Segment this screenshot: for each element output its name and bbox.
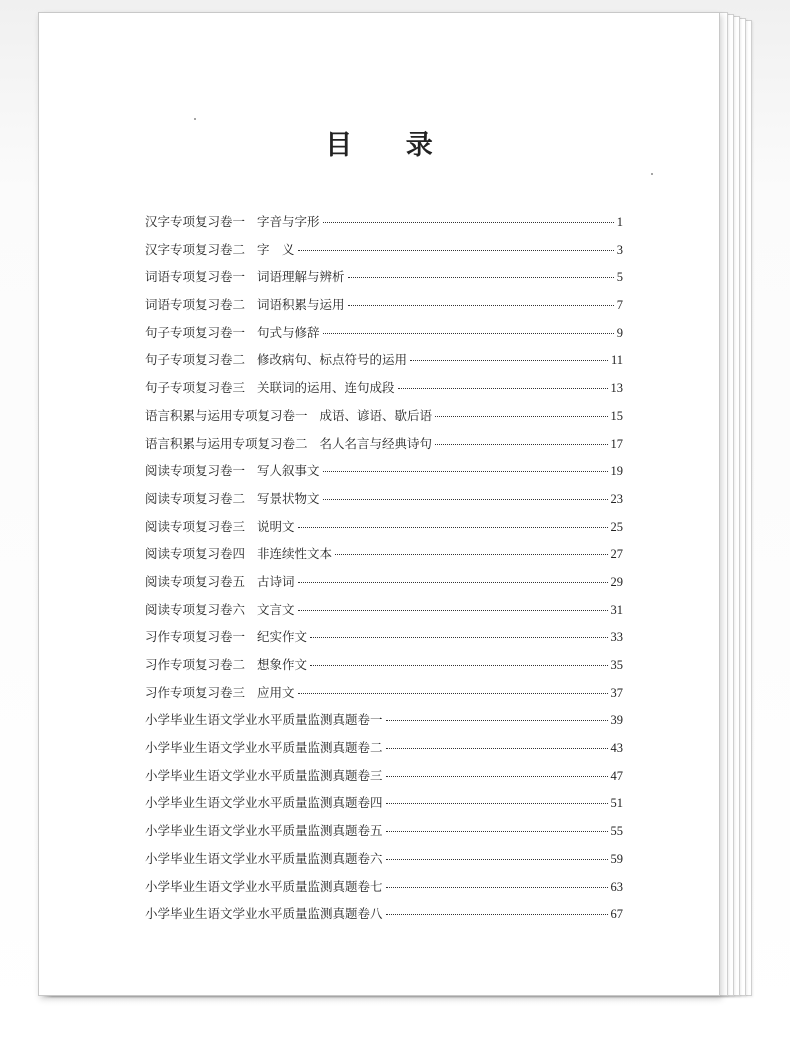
toc-dot-leader	[435, 416, 607, 417]
toc-topic: 名人名言与经典诗句	[319, 435, 433, 451]
toc-entry[interactable]	[145, 655, 623, 683]
toc-page-number: 5	[616, 270, 623, 285]
toc-entry[interactable]	[145, 350, 623, 378]
toc-section-name: 句子专项复习卷一	[145, 324, 246, 340]
toc-entry-label	[145, 710, 383, 728]
toc-page-number: 17	[610, 436, 623, 451]
table-of-contents	[145, 212, 623, 932]
toc-page-number: 51	[610, 796, 623, 811]
toc-entry-label	[145, 849, 383, 867]
toc-entry[interactable]	[145, 627, 623, 655]
toc-topic: 成语、谚语、歇后语	[319, 407, 433, 423]
toc-topic: 想象作文	[257, 657, 308, 672]
toc-entry-label	[145, 544, 332, 562]
toc-entry[interactable]	[145, 489, 623, 517]
toc-section-name: 小学毕业生语文学业水平质量监测真题卷四	[145, 795, 383, 811]
toc-dot-leader	[348, 277, 614, 278]
toc-page-number: 59	[610, 851, 623, 866]
toc-dot-leader	[348, 305, 614, 306]
toc-entry-label	[145, 267, 345, 285]
toc-entry[interactable]	[145, 212, 623, 240]
toc-section-name: 语言积累与运用专项复习卷二	[145, 435, 308, 451]
toc-dot-leader	[410, 360, 608, 361]
toc-entry-label	[145, 655, 307, 673]
toc-entry[interactable]	[145, 766, 623, 794]
toc-topic: 字音与字形	[257, 214, 320, 229]
toc-entry-label	[145, 461, 320, 479]
toc-entry[interactable]	[145, 683, 623, 711]
toc-topic: 写人叙事文	[257, 463, 320, 479]
toc-dot-leader	[386, 776, 608, 777]
toc-section-name: 习作专项复习卷一	[145, 629, 246, 645]
toc-page-number: 13	[610, 381, 623, 396]
toc-entry-label	[145, 489, 320, 507]
toc-dot-leader	[310, 637, 607, 638]
toc-entry-label	[145, 240, 295, 258]
toc-section-name: 小学毕业生语文学业水平质量监测真题卷三	[145, 767, 383, 783]
toc-dot-leader	[386, 914, 608, 915]
toc-topic: 修改病句、标点符号的运用	[257, 352, 408, 368]
toc-section-name: 阅读专项复习卷四	[145, 546, 246, 562]
toc-topic: 关联词的运用、连句成段	[257, 380, 395, 396]
toc-section-name: 词语专项复习卷二	[145, 297, 246, 313]
toc-dot-leader	[386, 831, 608, 832]
toc-entry[interactable]	[145, 323, 623, 351]
toc-dot-leader	[298, 610, 608, 611]
book-page	[38, 12, 720, 996]
toc-entry[interactable]	[145, 710, 623, 738]
toc-entry[interactable]	[145, 738, 623, 766]
toc-section-name: 小学毕业生语文学业水平质量监测真题卷二	[145, 740, 383, 756]
toc-section-name: 语言积累与运用专项复习卷一	[145, 407, 308, 423]
toc-page-number: 31	[610, 602, 623, 617]
toc-entry-label	[145, 212, 320, 230]
toc-section-name: 小学毕业生语文学业水平质量监测真题卷一	[145, 712, 383, 728]
toc-entry[interactable]	[145, 904, 623, 932]
toc-entry-label	[145, 877, 383, 895]
toc-entry[interactable]	[145, 517, 623, 545]
toc-section-name: 句子专项复习卷二	[145, 352, 246, 368]
toc-page-number: 3	[616, 242, 623, 257]
toc-topic: 纪实作文	[257, 629, 308, 645]
toc-dot-leader	[398, 388, 608, 389]
toc-entry-label	[145, 323, 320, 341]
toc-entry[interactable]	[145, 461, 623, 489]
toc-entry-label	[145, 683, 295, 701]
toc-page-number: 11	[610, 353, 623, 368]
toc-entry[interactable]	[145, 378, 623, 406]
toc-entry-label	[145, 517, 295, 535]
toc-page-number: 47	[610, 768, 623, 783]
toc-dot-leader	[323, 222, 614, 223]
toc-section-name: 句子专项复习卷三	[145, 380, 246, 396]
toc-dot-leader	[323, 333, 614, 334]
toc-entry[interactable]	[145, 544, 623, 572]
toc-topic: 词语积累与运用	[257, 297, 345, 313]
toc-entry-label	[145, 627, 307, 645]
toc-topic: 非连续性文本	[257, 546, 333, 562]
toc-dot-leader	[323, 471, 608, 472]
toc-entry[interactable]	[145, 821, 623, 849]
toc-page-number: 19	[610, 464, 623, 479]
toc-section-name: 汉字专项复习卷二	[145, 241, 246, 257]
toc-entry-label	[145, 434, 432, 452]
toc-section-name: 词语专项复习卷一	[145, 269, 246, 285]
toc-topic: 字 义	[257, 241, 295, 257]
toc-dot-leader	[386, 720, 608, 721]
toc-dot-leader	[298, 693, 608, 694]
toc-entry[interactable]	[145, 793, 623, 821]
toc-page-number: 43	[610, 741, 623, 756]
toc-entry-label	[145, 904, 383, 922]
toc-page-number: 63	[610, 879, 623, 894]
toc-entry[interactable]	[145, 267, 623, 295]
page-title: 目 录	[325, 130, 455, 161]
toc-entry[interactable]	[145, 572, 623, 600]
toc-dot-leader	[335, 554, 607, 555]
toc-entry-label	[145, 821, 383, 839]
toc-topic: 句式与修辞	[257, 324, 320, 340]
toc-section-name: 阅读专项复习卷五	[145, 573, 246, 589]
toc-entry[interactable]	[145, 406, 623, 434]
paper-speck	[651, 173, 653, 175]
toc-section-name: 汉字专项复习卷一	[145, 214, 246, 229]
toc-page-number: 15	[610, 408, 623, 423]
toc-section-name: 阅读专项复习卷二	[145, 490, 246, 506]
toc-topic: 说明文	[257, 518, 295, 534]
toc-dot-leader	[386, 803, 608, 804]
toc-dot-leader	[386, 748, 608, 749]
toc-topic: 古诗词	[257, 573, 295, 589]
toc-section-name: 小学毕业生语文学业水平质量监测真题卷七	[145, 878, 383, 894]
toc-entry[interactable]	[145, 877, 623, 905]
toc-page-number: 39	[610, 713, 623, 728]
toc-entry[interactable]	[145, 849, 623, 877]
toc-page-number: 35	[610, 658, 623, 672]
toc-entry-label	[145, 600, 295, 618]
toc-topic: 应用文	[257, 684, 295, 700]
toc-section-name: 小学毕业生语文学业水平质量监测真题卷八	[145, 906, 383, 922]
toc-entry[interactable]	[145, 434, 623, 462]
paper-speck	[194, 118, 196, 120]
toc-entry-label	[145, 572, 295, 590]
toc-page-number: 23	[610, 491, 623, 506]
toc-topic: 文言文	[257, 601, 295, 617]
toc-dot-leader	[298, 250, 614, 251]
toc-topic: 词语理解与辨析	[257, 269, 345, 285]
toc-page-number: 7	[616, 298, 623, 313]
toc-entry[interactable]	[145, 600, 623, 628]
toc-section-name: 阅读专项复习卷六	[145, 601, 246, 617]
toc-page-number: 67	[610, 907, 623, 922]
toc-page-number: 27	[610, 547, 623, 562]
toc-page-number: 1	[616, 215, 623, 229]
toc-page-number: 25	[610, 519, 623, 534]
toc-dot-leader	[435, 444, 607, 445]
toc-entry[interactable]	[145, 295, 623, 323]
toc-dot-leader	[310, 665, 607, 666]
toc-section-name: 小学毕业生语文学业水平质量监测真题卷五	[145, 823, 383, 839]
toc-entry-label	[145, 350, 407, 368]
toc-section-name: 习作专项复习卷三	[145, 684, 246, 700]
toc-dot-leader	[386, 859, 608, 860]
toc-entry-label	[145, 766, 383, 784]
toc-entry-label	[145, 738, 383, 756]
toc-section-name: 小学毕业生语文学业水平质量监测真题卷六	[145, 850, 383, 866]
toc-section-name: 习作专项复习卷二	[145, 657, 246, 672]
toc-topic: 写景状物文	[257, 490, 320, 506]
toc-entry-label	[145, 295, 345, 313]
toc-entry-label	[145, 406, 432, 424]
toc-dot-leader	[323, 499, 608, 500]
toc-page-number: 9	[616, 325, 623, 340]
toc-page-number: 37	[610, 685, 623, 700]
toc-section-name: 阅读专项复习卷一	[145, 463, 246, 479]
toc-page-number: 55	[610, 824, 623, 839]
toc-entry[interactable]	[145, 240, 623, 268]
toc-entry-label	[145, 793, 383, 811]
toc-dot-leader	[298, 582, 608, 583]
toc-dot-leader	[386, 887, 608, 888]
toc-section-name: 阅读专项复习卷三	[145, 518, 246, 534]
toc-entry-label	[145, 378, 395, 396]
toc-dot-leader	[298, 527, 608, 528]
toc-page-number: 33	[610, 630, 623, 645]
toc-page-number: 29	[610, 574, 623, 589]
